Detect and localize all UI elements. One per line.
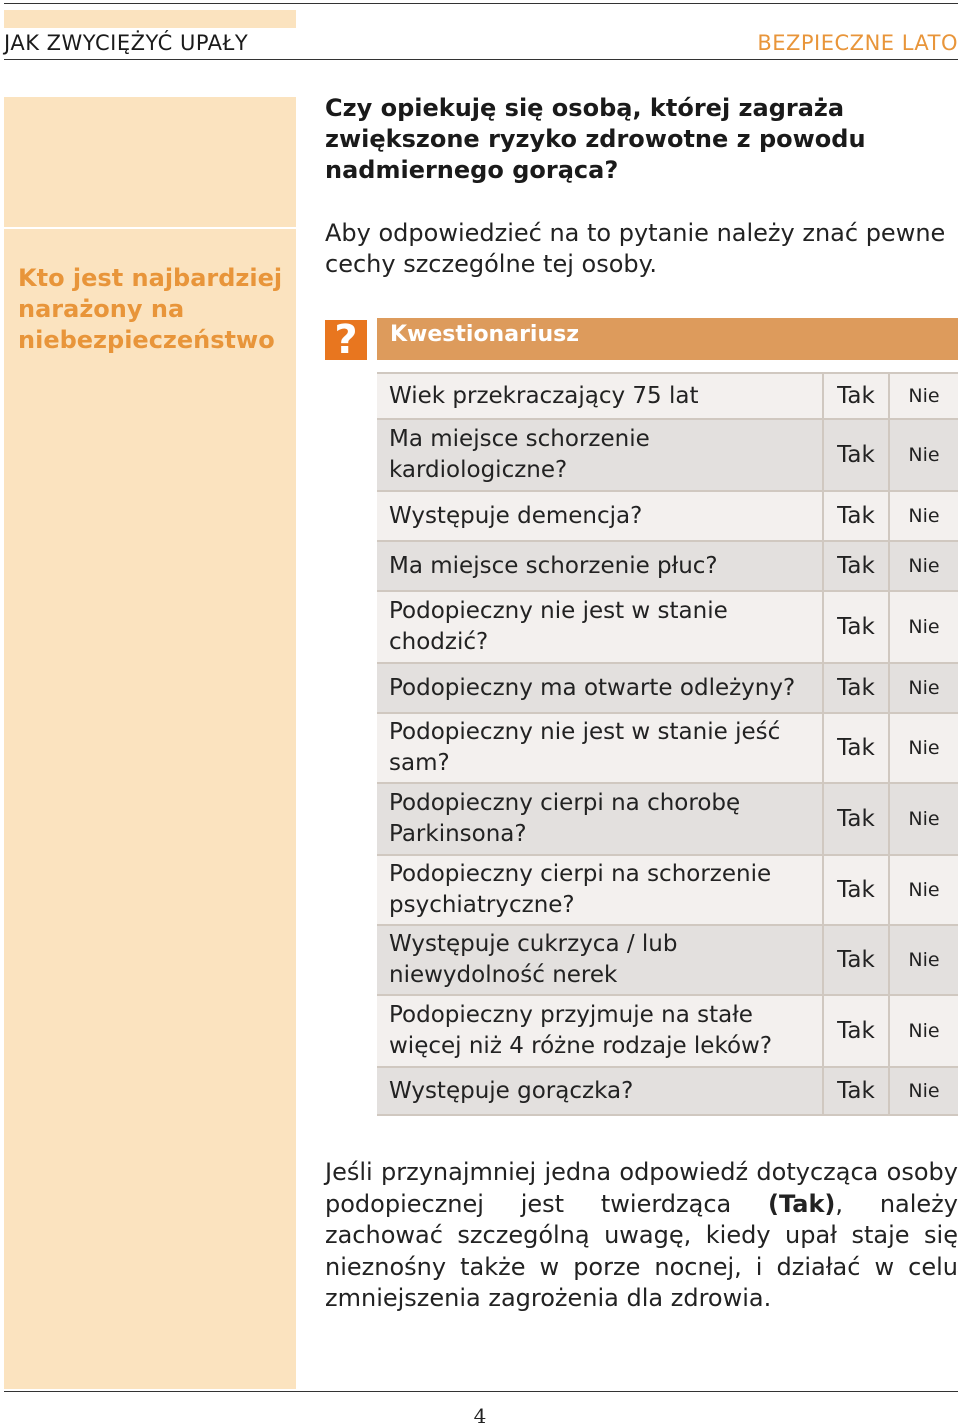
questionnaire-header: [377, 318, 958, 360]
header-left-title: JAK ZWYCIĘŻYĆ UPAŁY: [4, 31, 249, 55]
answer-yes-option[interactable]: Tak: [823, 925, 889, 995]
table-row: [377, 855, 958, 925]
question-text: Podopieczny ma otwarte odleżyny?: [377, 663, 823, 713]
answer-yes-option[interactable]: Tak: [823, 591, 889, 663]
answer-yes-option[interactable]: Tak: [823, 995, 889, 1067]
table-row: [377, 541, 958, 591]
answer-no-option[interactable]: Nie: [889, 541, 958, 591]
table-row: [377, 925, 958, 995]
answer-no-option[interactable]: Nie: [889, 419, 958, 491]
table-row: [377, 491, 958, 541]
answer-no-option[interactable]: Nie: [889, 783, 958, 855]
answer-yes-option[interactable]: Tak: [823, 783, 889, 855]
question-text: Występuje demencja?: [377, 491, 823, 541]
table-row: [377, 1067, 958, 1115]
footer-text-part2: , należy zachować szczególną uwagę, kiedy upał staje się nieznośny także w porze nocnej, i działać w celu zmniejszenia zagrożenia dla zdrowia.: [325, 1189, 958, 1312]
sidebar-divider: [4, 227, 296, 229]
question-text: Podopieczny cierpi na schorzenie psychiatryczne?: [377, 855, 823, 925]
answer-no-option[interactable]: Nie: [889, 491, 958, 541]
answer-yes-option[interactable]: Tak: [823, 855, 889, 925]
answer-yes-option[interactable]: Tak: [823, 491, 889, 541]
footer-emphasis: (Tak): [768, 1189, 836, 1218]
answer-yes-option[interactable]: Tak: [823, 1067, 889, 1115]
table-row: [377, 373, 958, 419]
answer-yes-option[interactable]: Tak: [823, 663, 889, 713]
question-text: Podopieczny nie jest w stanie chodzić?: [377, 591, 823, 663]
questionnaire-table: [377, 372, 958, 1116]
table-row: [377, 783, 958, 855]
header-right-title: BEZPIECZNE LATO: [757, 31, 958, 55]
table-row: [377, 591, 958, 663]
footer-paragraph: [325, 1157, 958, 1315]
footer-text-part1: Jeśli przynajmniej jedna odpowiedź dotycząca osoby podopiecznej jest twierdząca: [325, 1158, 958, 1218]
question-text: Podopieczny cierpi na chorobę Parkinsona?: [377, 783, 823, 855]
table-row: [377, 995, 958, 1067]
answer-no-option[interactable]: Nie: [889, 995, 958, 1067]
page-number: 4: [473, 1404, 487, 1428]
question-text: Występuje cukrzyca / lub niewydolność nerek: [377, 925, 823, 995]
answer-no-option[interactable]: Nie: [889, 591, 958, 663]
question-text: Ma miejsce schorzenie kardiologiczne?: [377, 419, 823, 491]
answer-no-option[interactable]: Nie: [889, 1067, 958, 1115]
questionnaire-title: Kwestionariusz: [390, 322, 580, 347]
bottom-rule: [4, 1391, 958, 1392]
answer-no-option[interactable]: Nie: [889, 925, 958, 995]
table-row: [377, 713, 958, 783]
answer-no-option[interactable]: Nie: [889, 663, 958, 713]
page-title: Czy opiekuję się osobą, której zagraża zwiększone ryzyko zdrowotne z powodu nadmiernego gorąca?: [325, 94, 866, 184]
top-rule: [4, 3, 958, 4]
question-text: Podopieczny przyjmuje na stałe więcej niż 4 różne rodzaje leków?: [377, 995, 823, 1067]
table-row: [377, 419, 958, 491]
question-mark-icon: ?: [325, 320, 367, 360]
table-row: [377, 663, 958, 713]
answer-yes-option[interactable]: Tak: [823, 373, 889, 419]
question-text: Występuje gorączka?: [377, 1067, 823, 1115]
question-text: Podopieczny nie jest w stanie jeść sam?: [377, 713, 823, 783]
header-tab-decoration: [4, 10, 296, 28]
answer-no-option[interactable]: Nie: [889, 855, 958, 925]
question-text: Ma miejsce schorzenie płuc?: [377, 541, 823, 591]
answer-yes-option[interactable]: Tak: [823, 419, 889, 491]
intro-paragraph: Aby odpowiedzieć na to pytanie należy znać pewne cechy szczególne tej osoby.: [325, 219, 946, 278]
answer-no-option[interactable]: Nie: [889, 373, 958, 419]
sidebar-heading: Kto jest najbardziej narażony na niebezpieczeństwo: [18, 264, 283, 354]
answer-yes-option[interactable]: Tak: [823, 541, 889, 591]
answer-no-option[interactable]: Nie: [889, 713, 958, 783]
header-rule: [4, 59, 958, 60]
question-text: Wiek przekraczający 75 lat: [377, 373, 823, 419]
answer-yes-option[interactable]: Tak: [823, 713, 889, 783]
